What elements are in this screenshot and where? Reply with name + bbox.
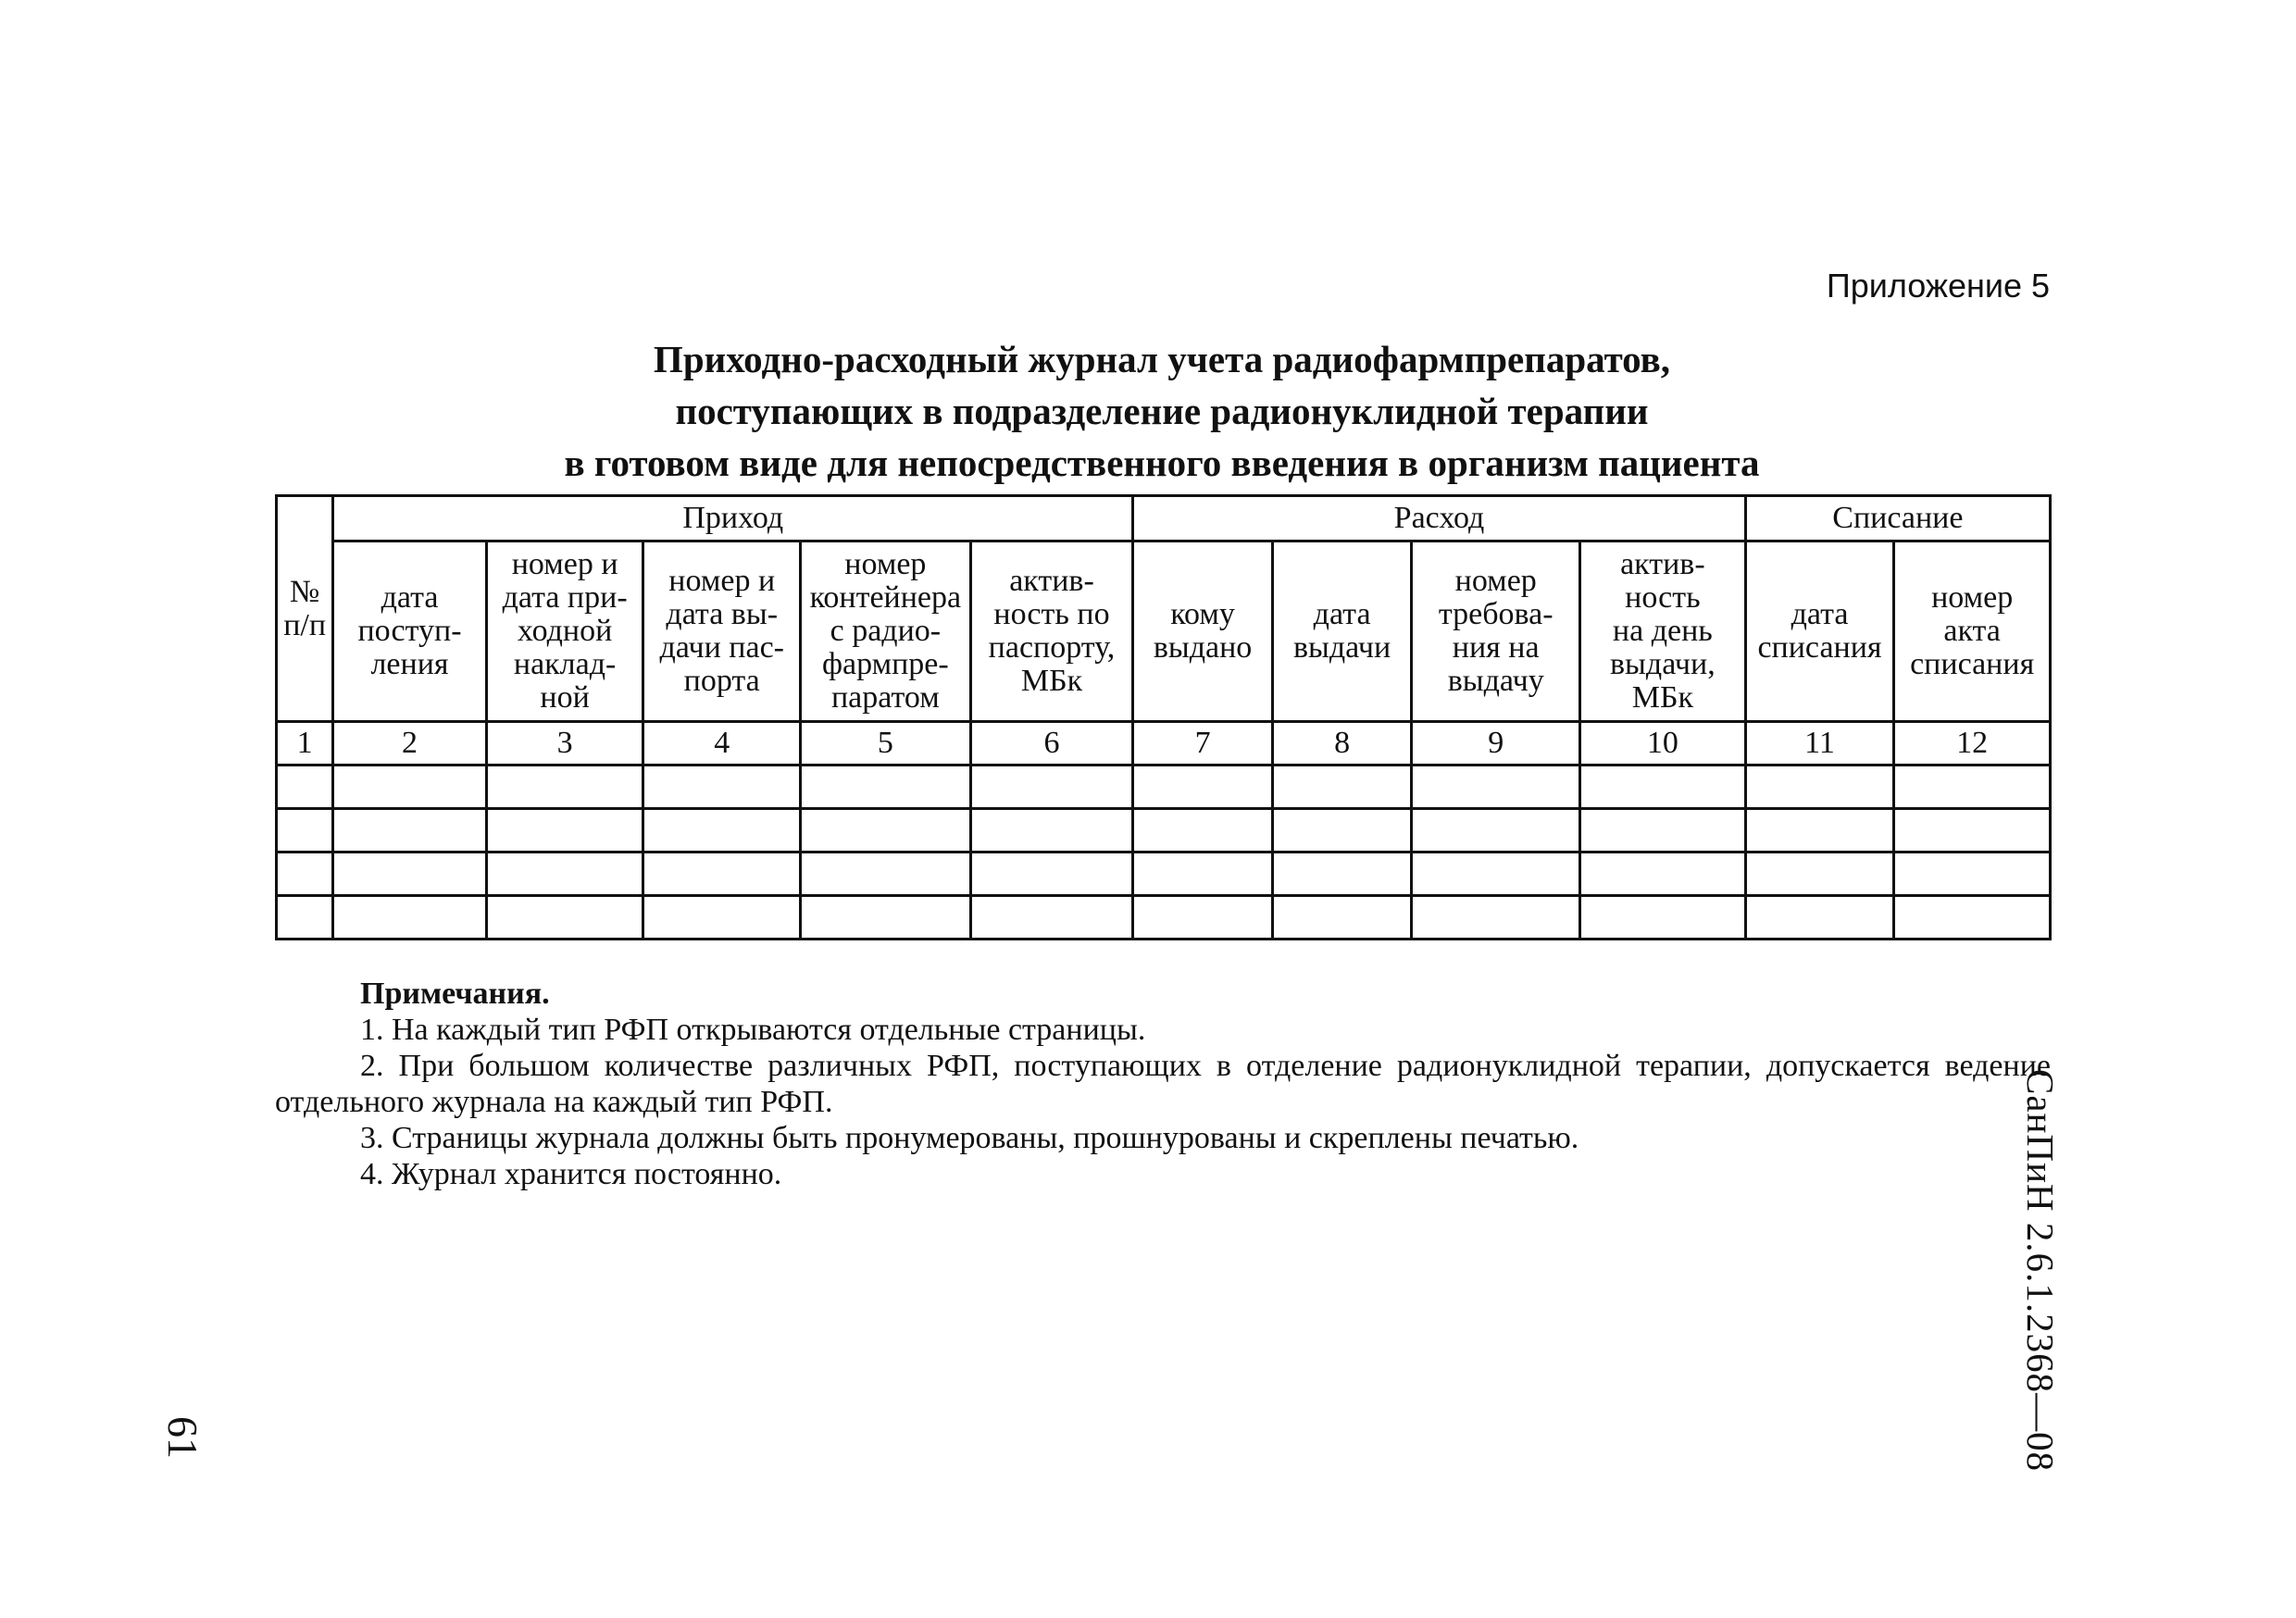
column-number: 6 — [970, 722, 1133, 765]
column-header — [1745, 541, 1894, 722]
table-cell[interactable] — [1133, 809, 1273, 853]
table-cell[interactable] — [486, 896, 643, 940]
appendix-label: Приложение 5 — [1826, 267, 2050, 305]
header-line: требова- — [1438, 597, 1554, 631]
note-item: 1. На каждый тип РФП открываются отдельные страницы. — [360, 1013, 1146, 1047]
table-cell[interactable] — [1412, 765, 1580, 809]
table-cell[interactable] — [1412, 809, 1580, 853]
document-code: СанПиН 2.6.1.2368—08 — [2019, 1069, 2062, 1473]
table-cell[interactable] — [1745, 765, 1894, 809]
table-cell[interactable] — [1272, 896, 1412, 940]
table-cell[interactable] — [801, 896, 971, 940]
table-cell[interactable] — [970, 765, 1133, 809]
header-line: порта — [683, 664, 760, 698]
column-number: 1 — [277, 722, 333, 765]
table-cell[interactable] — [643, 765, 801, 809]
table-row — [277, 896, 2051, 940]
column-number: 10 — [1580, 722, 1746, 765]
table-row — [277, 809, 2051, 853]
column-number: 8 — [1272, 722, 1412, 765]
header-line: актив- — [1620, 547, 1705, 581]
header-line: паспорту, — [988, 630, 1116, 665]
group-income-header: Приход — [333, 496, 1133, 541]
table-column-header-row — [277, 541, 2051, 722]
header-line: акта — [1943, 614, 2001, 648]
notes-section — [275, 976, 2051, 1192]
header-line: на день — [1612, 614, 1713, 648]
column-number: 5 — [801, 722, 971, 765]
page-number: 61 — [159, 1416, 206, 1459]
table-cell[interactable] — [801, 809, 971, 853]
table-number-row — [277, 722, 2051, 765]
column-header — [1894, 541, 2051, 722]
column-number: 3 — [486, 722, 643, 765]
header-line: кому — [1170, 597, 1235, 631]
document-title — [268, 333, 2055, 489]
header-line: МБк — [1020, 664, 1083, 698]
column-header — [333, 541, 487, 722]
column-header — [1580, 541, 1746, 722]
table-cell[interactable] — [1745, 896, 1894, 940]
header-line: № — [289, 574, 320, 609]
header-line: номер — [844, 547, 927, 581]
table-cell[interactable] — [1894, 896, 2051, 940]
header-line: выдачи — [1292, 630, 1391, 665]
column-header — [1412, 541, 1580, 722]
table-cell[interactable] — [277, 765, 333, 809]
header-line: дачи пас- — [659, 630, 784, 665]
table-cell[interactable] — [333, 765, 487, 809]
header-line: ность по — [993, 597, 1110, 631]
header-line: номер — [1454, 564, 1537, 598]
row-number-header — [277, 496, 333, 722]
column-number: 4 — [643, 722, 801, 765]
table-cell[interactable] — [277, 896, 333, 940]
table-cell[interactable] — [277, 853, 333, 896]
title-line: поступающих в подразделение радионуклидной терапии — [675, 390, 1649, 432]
table-cell[interactable] — [643, 896, 801, 940]
header-line: выдачу — [1447, 664, 1544, 698]
title-line: в готовом виде для непосредственного введения в организм пациента — [564, 442, 1760, 484]
header-line: дата — [381, 580, 439, 615]
journal-table — [275, 494, 2052, 940]
column-number: 2 — [333, 722, 487, 765]
table-row — [277, 853, 2051, 896]
table-cell[interactable] — [333, 809, 487, 853]
table-row — [277, 765, 2051, 809]
group-expense-header: Расход — [1133, 496, 1745, 541]
table-cell[interactable] — [1894, 765, 2051, 809]
column-header — [486, 541, 643, 722]
header-line: номер и — [668, 564, 776, 598]
table-cell[interactable] — [970, 809, 1133, 853]
header-line: поступ- — [357, 614, 462, 648]
header-line: ления — [370, 647, 449, 681]
table-cell[interactable] — [1133, 853, 1273, 896]
table-cell[interactable] — [1272, 809, 1412, 853]
column-number: 11 — [1745, 722, 1894, 765]
table-cell[interactable] — [1745, 853, 1894, 896]
header-line: списания — [1757, 630, 1882, 665]
table-group-header-row — [277, 496, 2051, 541]
table-cell[interactable] — [486, 765, 643, 809]
header-line: паратом — [830, 680, 940, 715]
table-cell[interactable] — [1412, 853, 1580, 896]
header-line: ния на — [1452, 630, 1540, 665]
header-line: МБк — [1631, 680, 1694, 715]
header-line: ходной — [517, 614, 613, 648]
table-cell[interactable] — [333, 853, 487, 896]
column-number: 12 — [1894, 722, 2051, 765]
header-line: дата вы- — [666, 597, 779, 631]
table-cell[interactable] — [1894, 853, 2051, 896]
column-header — [1272, 541, 1412, 722]
column-number: 9 — [1412, 722, 1580, 765]
table-cell[interactable] — [486, 853, 643, 896]
header-line: с радио- — [830, 614, 942, 648]
table-cell[interactable] — [1580, 896, 1746, 940]
table-cell[interactable] — [1412, 896, 1580, 940]
table-cell[interactable] — [333, 896, 487, 940]
header-line: дата — [1791, 597, 1849, 631]
header-line: ность — [1625, 580, 1701, 615]
header-line: дата при- — [502, 580, 628, 615]
title-line: Приходно-расходный журнал учета радиофармпрепаратов, — [653, 338, 1671, 380]
table-cell[interactable] — [1133, 896, 1273, 940]
header-line: ной — [540, 680, 590, 715]
table-cell[interactable] — [970, 896, 1133, 940]
table-cell[interactable] — [1894, 809, 2051, 853]
header-line: фармпре- — [821, 647, 949, 681]
header-line: наклад- — [513, 647, 617, 681]
table-cell[interactable] — [970, 853, 1133, 896]
table-cell[interactable] — [801, 853, 971, 896]
table-cell[interactable] — [1580, 809, 1746, 853]
table-cell[interactable] — [1580, 765, 1746, 809]
table-cell[interactable] — [1580, 853, 1746, 896]
table-cell[interactable] — [1272, 853, 1412, 896]
column-header — [643, 541, 801, 722]
header-line: выдачи, — [1610, 647, 1716, 681]
table-cell[interactable] — [801, 765, 971, 809]
note-item: 3. Страницы журнала должны быть пронумерованы, прошнурованы и скреплены печатью. — [360, 1121, 1579, 1155]
column-header — [801, 541, 971, 722]
table-cell[interactable] — [1133, 765, 1273, 809]
note-item: 2. При большом количестве различных РФП, поступающих в отделение радионуклидной терапии, допускается ведение отдельного журнала на каждый тип РФП. — [275, 1049, 2051, 1119]
header-line: номер — [1931, 580, 2014, 615]
table-cell[interactable] — [486, 809, 643, 853]
group-writeoff-header: Списание — [1745, 496, 2050, 541]
column-header — [970, 541, 1133, 722]
table-cell[interactable] — [1745, 809, 1894, 853]
note-item: 4. Журнал хранится постоянно. — [360, 1157, 782, 1191]
header-line: выдано — [1153, 630, 1253, 665]
column-number: 7 — [1133, 722, 1273, 765]
table-cell[interactable] — [1272, 765, 1412, 809]
column-header — [1133, 541, 1273, 722]
header-line: дата — [1313, 597, 1371, 631]
header-line: актив- — [1009, 564, 1094, 598]
header-line: контейнера — [809, 580, 962, 615]
table-cell[interactable] — [643, 809, 801, 853]
table-cell[interactable] — [277, 809, 333, 853]
header-line: списания — [1910, 647, 2035, 681]
header-line: номер и — [511, 547, 618, 581]
table-cell[interactable] — [643, 853, 801, 896]
header-line: п/п — [283, 607, 327, 642]
notes-title: Примечания. — [360, 977, 550, 1011]
